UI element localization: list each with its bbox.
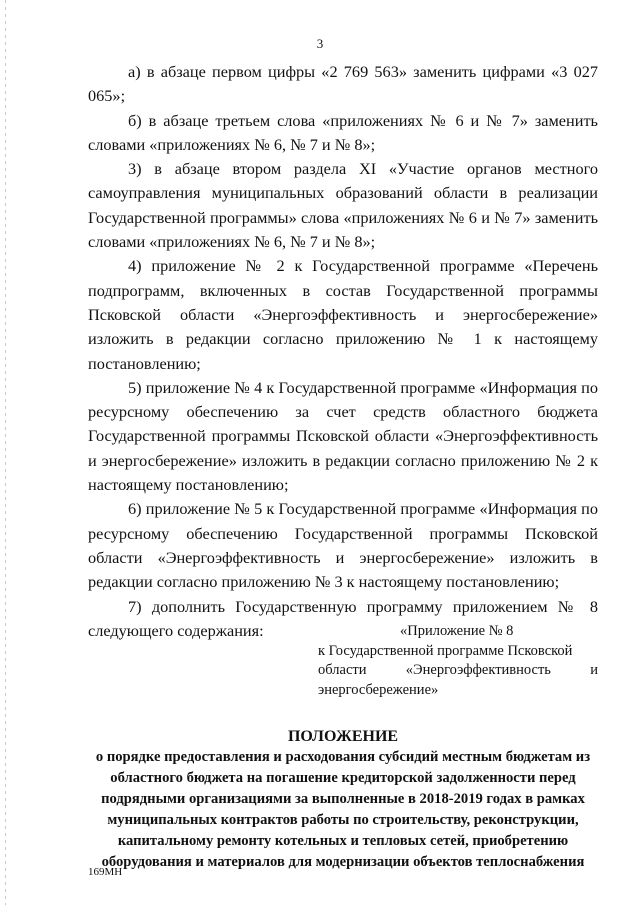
annex-line: к Государственной программе Псковской (318, 642, 573, 659)
paragraph-b: б) в абзаце третьем слова «приложениях № 6 и № 7» заменить словами «приложениях № 6, № 7 и № 8»; (88, 110, 598, 154)
document-code: 169МН (88, 866, 123, 878)
annex-line: области «Энергоэффективность и (318, 662, 598, 678)
annex-title: «Приложение № 8 (400, 623, 514, 639)
page-number: 3 (316, 36, 324, 51)
regulation-title: ПОЛОЖЕНИЕ (287, 728, 399, 745)
paragraph-4: 4) приложение № 2 к Государственной программе «Перечень подпрограмм, включенных в состав Государственной программы Псковской области «Энергоэффективность и энергосбережение» изложить в редакции согласно приложению № 1 к настоящему постановлению; (88, 256, 598, 373)
paragraph-3: 3) в абзаце втором раздела XI «Участие органов местного самоуправления муниципальных образований области в реализации Государственной программы» слова «приложениях № 6 и № 7» заменить словами «приложениях № 6, № 7 и № 8»; (88, 159, 598, 252)
paragraph-5: 5) приложение № 4 к Государственной программе «Информация по ресурсному обеспечению за счет средств областного бюджета Государственной программы Псковской области «Энергоэффективность и энергосбережение» изложить в редакции согласно приложению № 2 к настоящему постановлению; (88, 377, 598, 495)
regulation-subtitle: о порядке предоставления и расходования субсидий местным бюджетам из областного бюджета на погашение кредиторской задолженности перед подрядными организациями за выполненные в 2018-2019 годах в рамках муниципальных контрактов работы по строительству, реконструкции, капитальному ремонту котельных и тепловых сетей, приобретению оборудования и материалов для модернизации объектов теплоснабжения (95, 749, 591, 870)
annex-header (318, 622, 598, 700)
scan-edge (5, 0, 6, 905)
regulation-heading (88, 727, 598, 873)
paragraph-6: 6) приложение № 5 к Государственной программе «Информация по ресурсному обеспечению Государственной программы Псковской области «Энергоэффективность и энергосбережение» изложить в редакции согласно приложению № 3 к настоящему постановлению; (88, 499, 598, 592)
amendments-list (88, 60, 598, 643)
paragraph-a: а) в абзаце первом цифры «2 769 563» заменить цифрами «3 027 065»; (88, 62, 598, 106)
paragraph-7: 7) дополнить Государственную программу приложением № 8 следующего содержания: (88, 596, 598, 640)
annex-line: энергосбережение» (318, 681, 439, 698)
